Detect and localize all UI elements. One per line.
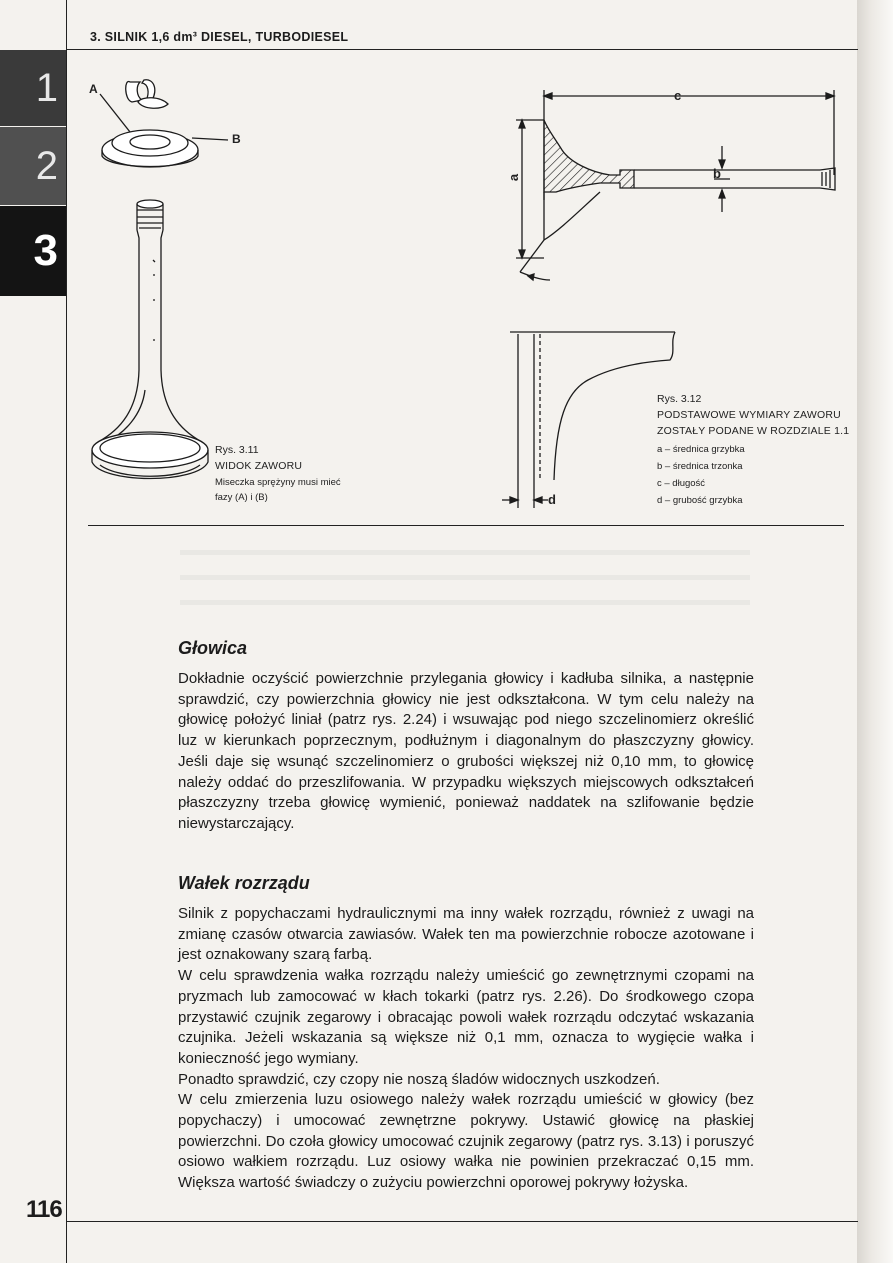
paragraph: W celu sprawdzenia wałka rozrządu należy umieścić go zewnętrznymi czopami na pryzmach lub zamocować w kłach tokarki (patrz rys. 2.26). Do środkowego czopa przystawić czujnik zegarowy i obracając powoli wałek rozrządu odczytać wskazania czujnika. Jeżeli wskazania są większe niż 0,1 mm, oznacza to wygięcie wałka i konieczność jego wymiany. bbox=[178, 967, 754, 1067]
figure-312-number: Rys. 3.12 bbox=[657, 393, 702, 405]
page-number: 116 bbox=[26, 1196, 62, 1223]
figure-311-title: WIDOK ZAWORU bbox=[215, 460, 303, 472]
paragraph: Ponadto sprawdzić, czy czopy nie noszą śladów widocznych uszkodzeń. bbox=[178, 1070, 660, 1088]
show-through bbox=[180, 600, 750, 605]
callout-a: A bbox=[89, 82, 98, 96]
margin-rule bbox=[66, 0, 67, 1263]
section-heading-walek-rozrzadu: Wałek rozrządu bbox=[178, 873, 310, 893]
header-rule bbox=[66, 49, 858, 50]
section-heading-glowica: Głowica bbox=[178, 638, 248, 658]
running-header: 3. SILNIK 1,6 dm³ DIESEL, TURBODIESEL bbox=[90, 30, 349, 44]
dimension-c-label: c bbox=[674, 88, 682, 103]
show-through bbox=[180, 575, 750, 580]
legend-item: d – grubość grzybka bbox=[657, 495, 743, 506]
section-body-glowica bbox=[178, 669, 754, 835]
section-body-walek-rozrzadu bbox=[178, 904, 754, 1194]
dimension-b-label: b bbox=[713, 166, 721, 181]
dimension-a-label: a bbox=[506, 173, 522, 182]
chapter-tab-3: 3 bbox=[0, 206, 66, 296]
paragraph: Dokładnie oczyścić powierzchnie przylegania głowicy i kadłuba silnika, a następnie sprawdzić, czy powierzchnia głowicy nie jest odkształcona. W tym celu należy na głowicę położyć liniał (patrz rys. 2.24) i wsuwając pod niego szczelinomierz określić luz w kierunkach poprzecznym, podłużnym i diagonalnym do płaszczyzny głowicy. Jeśli daje się wsunąć szczelinomierz o grubości większej niż 0,10 mm, to głowicę należy oddać do przeszlifowania. W przypadku większych miejscowych odkształceń płaszczyzny trzeba głowicę wymienić, ponieważ naddatek na szlifowanie będzie niewystarczający. bbox=[178, 670, 754, 832]
chapter-tab-2: 2 bbox=[0, 127, 66, 206]
figure-312-title-line: PODSTAWOWE WYMIARY ZAWORU bbox=[657, 409, 841, 421]
dimension-d-label: d bbox=[548, 492, 556, 507]
page-gutter-shadow bbox=[857, 0, 893, 1263]
figure-311-caption-line: fazy (A) i (B) bbox=[215, 492, 268, 503]
figure-311-number: Rys. 3.11 bbox=[215, 444, 259, 456]
legend-item: c – długość bbox=[657, 478, 706, 489]
figure-311-caption-line: Miseczka sprężyny musi mieć bbox=[215, 477, 341, 488]
footer-rule bbox=[66, 1221, 858, 1222]
chapter-tab-1: 1 bbox=[0, 50, 66, 127]
legend-item: b – średnica trzonka bbox=[657, 461, 743, 472]
figure-312-title-line: ZOSTAŁY PODANE W ROZDZIALE 1.1 bbox=[657, 425, 850, 437]
legend-item: a – średnica grzybka bbox=[657, 444, 745, 455]
paragraph: W celu zmierzenia luzu osiowego należy wałek rozrządu umieścić w głowicy (bez popychaczy) i umocować zewnętrzne pokrywy. Ustawić głowicę na płaskiej powierzchni. Do czoła głowicy umocować czujnik zegarowy (patrz rys. 3.13) i poruszyć osiowo wałkiem rozrządu. Luz osiowy wałka nie powinien przekraczać 0,15 mm. Większa wartość świadczy o zużyciu powierzchni oporowej pokrywy łożyska. bbox=[178, 1091, 754, 1192]
figure-section-rule bbox=[88, 525, 844, 526]
paragraph: Silnik z popychaczami hydraulicznymi ma inny wałek rozrządu, również z uwagi na zmianę czasów otwarcia zawiasów. Wałek ten ma powierzchnie robocze azotowane i jest oznakowany szarą farbą. bbox=[178, 905, 754, 964]
callout-b: B bbox=[232, 132, 241, 146]
show-through bbox=[180, 550, 750, 555]
